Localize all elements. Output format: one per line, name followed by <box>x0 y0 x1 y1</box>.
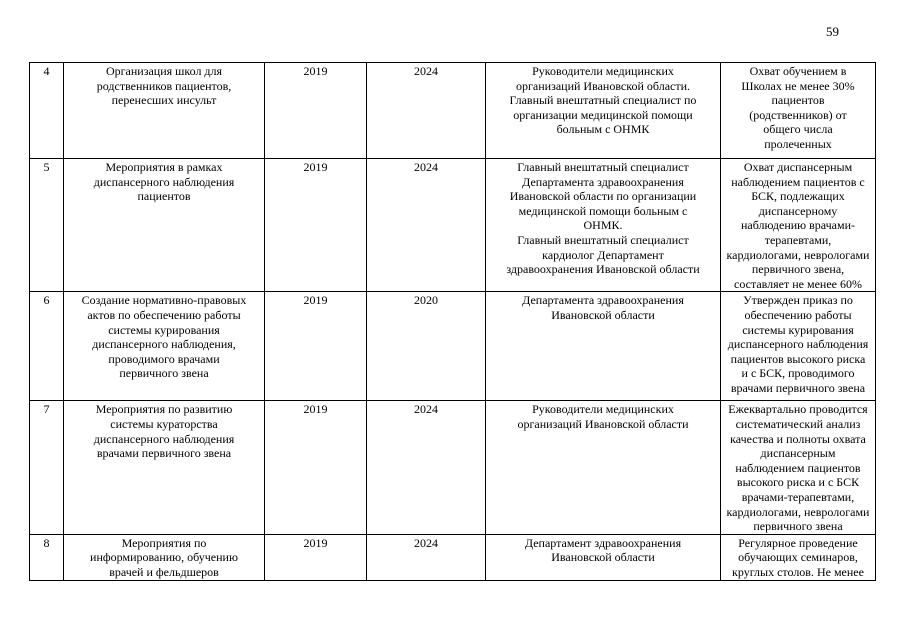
end-year: 2024 <box>367 534 486 580</box>
expected-result: Утвержден приказ по обеспечению работы системы курирования диспансерного наблюдения пациентов высокого риска и с БСК, проводимого врачами первичного звена <box>721 292 876 401</box>
measure-name: Создание нормативно-правовых актов по обеспечению работы системы курирования диспансерного наблюдения, проводимого врачами первичного звена <box>64 292 265 401</box>
end-year: 2024 <box>367 401 486 534</box>
expected-result: Ежеквартально проводится систематический анализ качества и полноты охвата диспансерным наблюдением пациентов высокого риска и с БСК врачами-терапевтами, кардиологами, неврологами первичного звена <box>721 401 876 534</box>
start-year: 2019 <box>265 159 367 292</box>
responsible: Руководители медицинских организаций Ивановской области <box>486 401 721 534</box>
expected-result: Охват диспансерным наблюдением пациентов с БСК, подлежащих диспансерному наблюдению врачами- терапевтами, кардиологами, неврологами первичного звена, составляет не менее 60% <box>721 159 876 292</box>
page-number: 59 <box>826 24 839 39</box>
start-year: 2019 <box>265 534 367 580</box>
row-number: 5 <box>30 159 64 292</box>
start-year: 2019 <box>265 63 367 159</box>
end-year: 2020 <box>367 292 486 401</box>
end-year: 2024 <box>367 63 486 159</box>
responsible: Главный внештатный специалист Департамента здравоохранения Ивановской области по организации медицинской помощи больным с ОНМК. Главный внештатный специалист кардиолог Департамент здравоохранения Ивановской области <box>486 159 721 292</box>
measure-name: Мероприятия по информированию, обучению врачей и фельдшеров <box>64 534 265 580</box>
start-year: 2019 <box>265 292 367 401</box>
table-row <box>30 401 876 534</box>
table-row <box>30 63 876 159</box>
measure-name: Организация школ для родственников пациентов, перенесших инсульт <box>64 63 265 159</box>
measure-name: Мероприятия по развитию системы кураторства диспансерного наблюдения врачами первичного звена <box>64 401 265 534</box>
row-number: 8 <box>30 534 64 580</box>
measures-table <box>29 62 876 581</box>
expected-result: Регулярное проведение обучающих семинаров, круглых столов. Не менее <box>721 534 876 580</box>
responsible: Департамента здравоохранения Ивановской области <box>486 292 721 401</box>
table-row <box>30 159 876 292</box>
end-year: 2024 <box>367 159 486 292</box>
start-year: 2019 <box>265 401 367 534</box>
measure-name: Мероприятия в рамках диспансерного наблюдения пациентов <box>64 159 265 292</box>
table-row <box>30 292 876 401</box>
row-number: 7 <box>30 401 64 534</box>
row-number: 6 <box>30 292 64 401</box>
row-number: 4 <box>30 63 64 159</box>
table-row <box>30 534 876 580</box>
responsible: Руководители медицинских организаций Ивановской области. Главный внештатный специалист по организации медицинской помощи больным с ОНМК <box>486 63 721 159</box>
expected-result: Охват обучением в Школах не менее 30% пациентов (родственников) от общего числа пролеченных <box>721 63 876 159</box>
responsible: Департамент здравоохранения Ивановской области <box>486 534 721 580</box>
